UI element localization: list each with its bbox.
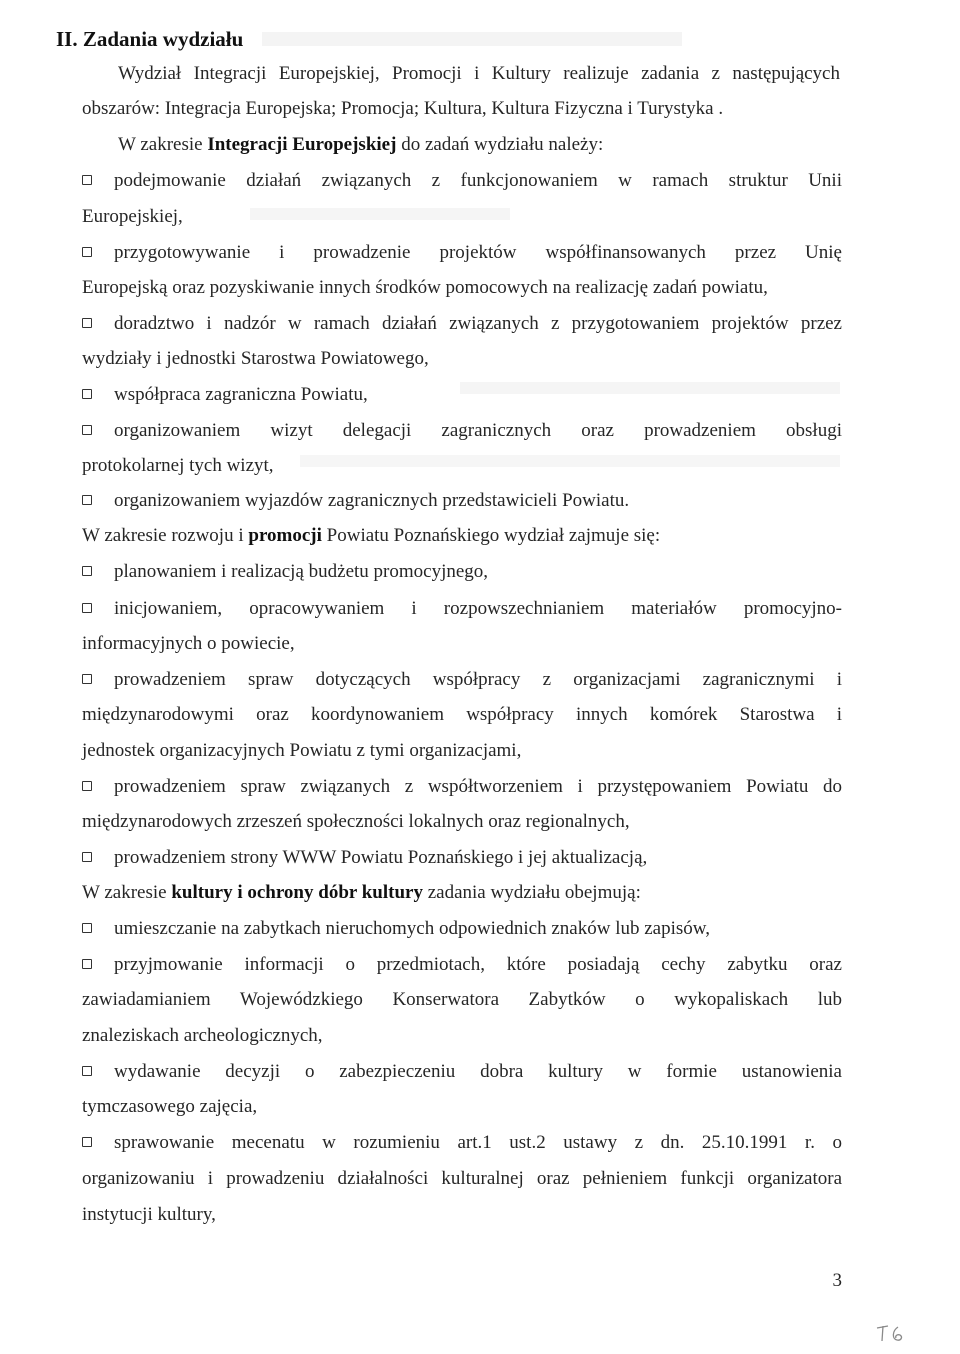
checkbox-bullet-icon <box>82 603 92 613</box>
list-item-continuation: zawiadamianiem Wojewódzkiego Konserwatora Zabytków o wykopaliskach lub <box>82 989 842 1010</box>
list-item-continuation: organizowaniu i prowadzeniu działalności kulturalnej oraz pełnieniem funkcji organizatora <box>82 1168 842 1189</box>
section-intro-culture: W zakresie kultury i ochrony dóbr kultury zadania wydziału obejmują: <box>82 882 641 903</box>
bleed-through-mark <box>250 208 510 220</box>
list-item: inicjowaniem, opracowywaniem i rozpowszechnianiem materiałów promocyjno- <box>82 597 842 621</box>
checkbox-bullet-icon <box>82 495 92 505</box>
intro-line: obszarów: Integracja Europejska; Promocja; Kultura, Kultura Fizyczna i Turystyka . <box>82 98 724 119</box>
section-keyword: Integracji Europejskiej <box>207 134 397 155</box>
bleed-through-mark <box>262 32 682 46</box>
checkbox-bullet-icon <box>82 425 92 435</box>
list-item-continuation: instytucji kultury, <box>82 1204 216 1225</box>
list-item: prowadzeniem spraw dotyczących współpracy z organizacjami zagranicznymi i <box>82 668 842 692</box>
section-keyword: promocji <box>248 525 322 546</box>
checkbox-bullet-icon <box>82 566 92 576</box>
section-intro-integration: W zakresie Integracji Europejskiej do zadań wydziału należy: <box>118 134 604 155</box>
list-item: współpraca zagraniczna Powiatu, <box>82 383 368 407</box>
list-item-continuation: tymczasowego zajęcia, <box>82 1096 258 1117</box>
list-item: przyjmowanie informacji o przedmiotach, które posiadają cechy zabytku oraz <box>82 953 842 977</box>
checkbox-bullet-icon <box>82 959 92 969</box>
list-item: doradztwo i nadzór w ramach działań związanych z przygotowaniem projektów przez <box>82 312 842 336</box>
list-item: prowadzeniem spraw związanych z współtworzeniem i przystępowaniem Powiatu do <box>82 775 842 799</box>
list-item: sprawowanie mecenatu w rozumieniu art.1 ust.2 ustawy z dn. 25.10.1991 r. o <box>82 1131 842 1155</box>
checkbox-bullet-icon <box>82 1066 92 1076</box>
list-item-continuation: Europejską oraz pozyskiwanie innych środków pomocowych na realizację zadań powiatu, <box>82 277 768 298</box>
bleed-through-mark <box>460 382 840 394</box>
list-item-continuation: międzynarodowymi oraz koordynowaniem współpracy innych komórek Starostwa i <box>82 704 842 725</box>
list-item-continuation: protokolarnej tych wizyt, <box>82 455 274 476</box>
list-item: prowadzeniem strony WWW Powiatu Poznańskiego i jej aktualizacją, <box>82 846 647 870</box>
list-item-continuation: jednostek organizacyjnych Powiatu z tymi organizacjami, <box>82 740 522 761</box>
list-item: umieszczanie na zabytkach nieruchomych odpowiednich znaków lub zapisów, <box>82 917 710 941</box>
list-item-continuation: wydziały i jednostki Starostwa Powiatowego, <box>82 348 429 369</box>
list-item: wydawanie decyzji o zabezpieczeniu dobra kultury w formie ustanowienia <box>82 1060 842 1084</box>
list-item: planowaniem i realizacją budżetu promocyjnego, <box>82 560 488 584</box>
list-item: podejmowanie działań związanych z funkcjonowaniem w ramach struktur Unii <box>82 169 842 193</box>
list-item-continuation: znaleziskach archeologicznych, <box>82 1025 323 1046</box>
checkbox-bullet-icon <box>82 781 92 791</box>
checkbox-bullet-icon <box>82 1137 92 1147</box>
list-item-continuation: informacyjnych o powiecie, <box>82 633 295 654</box>
bleed-through-mark <box>300 455 840 467</box>
checkbox-bullet-icon <box>82 318 92 328</box>
checkbox-bullet-icon <box>82 923 92 933</box>
intro-line: Wydział Integracji Europejskiej, Promocji i Kultury realizuje zadania z następujących <box>118 63 840 84</box>
list-item-continuation: międzynarodowych zrzeszeń społeczności lokalnych oraz regionalnych, <box>82 811 630 832</box>
checkbox-bullet-icon <box>82 175 92 185</box>
section-intro-promotion: W zakresie rozwoju i promocji Powiatu Poznańskiego wydział zajmuje się: <box>82 525 661 546</box>
list-item-continuation: Europejskiej, <box>82 206 183 227</box>
checkbox-bullet-icon <box>82 389 92 399</box>
list-item: organizowaniem wyjazdów zagranicznych przedstawicieli Powiatu. <box>82 489 629 513</box>
checkbox-bullet-icon <box>82 674 92 684</box>
section-heading: II. Zadania wydziału <box>56 27 244 51</box>
list-item: przygotowywanie i prowadzenie projektów współfinansowanych przez Unię <box>82 241 842 265</box>
section-keyword: kultury i ochrony dóbr kultury <box>171 882 423 903</box>
checkbox-bullet-icon <box>82 247 92 257</box>
handwritten-initials-mark <box>874 1322 908 1344</box>
checkbox-bullet-icon <box>82 852 92 862</box>
list-item: organizowaniem wizyt delegacji zagranicznych oraz prowadzeniem obsługi <box>82 419 842 443</box>
page-number: 3 <box>832 1270 842 1291</box>
